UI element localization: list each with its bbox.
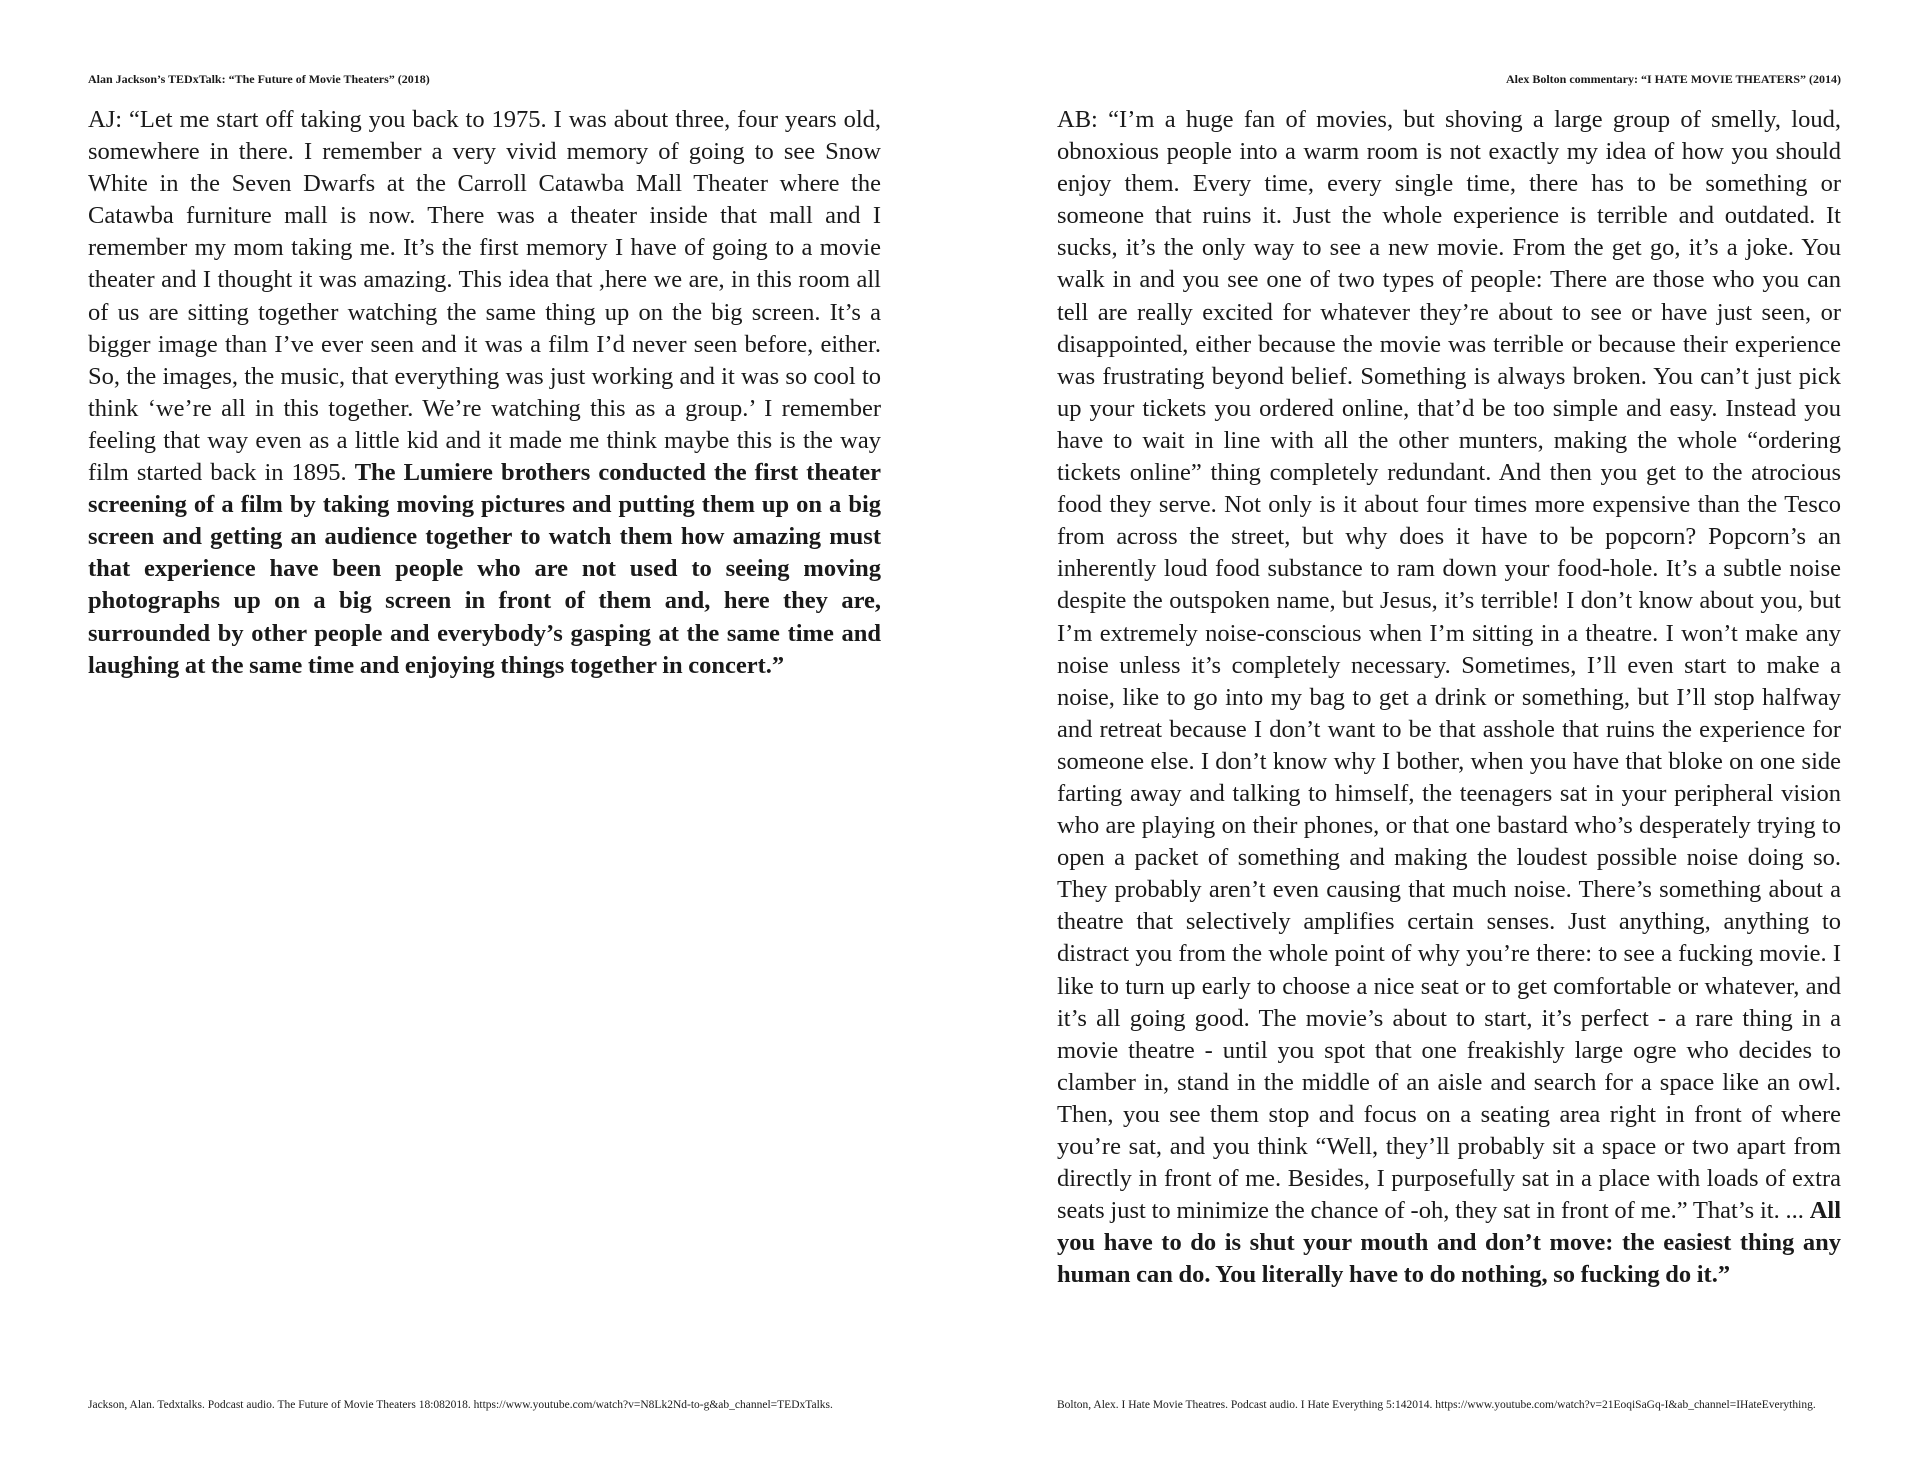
left-running-head: Alan Jackson’s TEDxTalk: “The Future of Movie Theaters” (2018) [88, 72, 430, 86]
left-footnote: Jackson, Alan. Tedxtalks. Podcast audio. The Future of Movie Theaters 18:082018. https://www.youtube.com/watch?v=N8Lk2Nd-to-g&ab_channel=TEDxTalks. [88, 1399, 833, 1411]
right-quote-regular-text: AB: “I’m a huge fan of movies, but shoving a large group of smelly, loud, obnoxious people into a warm room is not exactly my idea of how you should enjoy them. Every time, every single time, there has to be something or someone that ruins it. Just the whole experience is terrible and outdated. It sucks, it’s the only way to see a new movie. From the get go, it’s a joke. You walk in and you see one of two types of people: There are those who you can tell are really excited for whatever they’re about to see or have just seen, or disappointed, either because the movie was terrible or because their experience was frustrating beyond belief. Something is always broken. You can’t just pick up your tickets you ordered online, that’d be too simple and easy. Instead you have to wait in line with all the other munters, making the whole “ordering tickets online” thing completely redundant. And then you get to the atrocious food they serve. Not only is it about four times more expensive than the Tesco from across the street, but why does it have to be popcorn? Popcorn’s an inherently loud food substance to ram down your food-hole. It’s a subtle noise despite the outspoken name, but Jesus, it’s terrible! I don’t know about you, but I’m extremely noise-conscious when I’m sitting in a theatre. I won’t make any noise unless it’s completely necessary. Sometimes, I’ll even start to make a noise, like to go into my bag to get a drink or something, but I’ll stop halfway and retreat because I don’t want to be that asshole that ruins the experience for someone else. I don’t know why I bother, when you have that bloke on one side farting away and talking to himself, the teenagers sat in your peripheral vision who are playing on their phones, or that one bastard who’s desperately trying to open a packet of something and making the loudest possible noise doing so. They probably aren’t even causing that much noise. There’s something about a theatre that selectively amplifies certain senses. Just anything, anything to distract you from the whole point of why you’re there: to see a fucking movie. I like to turn up early to choose a nice seat or to get comfortable or whatever, and it’s all going good. The movie’s about to start, it’s perfect - a rare thing in a movie theatre - until you spot that one freakishly large ogre who decides to clamber in, stand in the middle of an aisle and search for a space like an owl. Then, you see them stop and focus on a seating area right in front of where you’re sat, and you think “Well, they’ll probably sit a space or two apart from directly in front of me. Besides, I purposefully sat in a place with loads of extra seats just to minimize the chance of -oh, they sat in front of me.” That’s it. ... [1057, 106, 1841, 1225]
left-page [88, 0, 881, 1484]
left-quote-bold-text: The Lumiere brothers conducted the first theater screening of a film by taking moving pictures and putting them up on a big screen and getting an audience together to watch them how amazing must that experience have been people who are not used to seeing moving photographs up on a big screen in front of them and, here they are, surrounded by other people and everybody’s gasping at the same time and laughing at the same time and enjoying things together in concert.” [88, 459, 881, 679]
left-quote-body [88, 104, 881, 682]
right-page [1057, 0, 1841, 1484]
left-quote-regular-text: AJ: “Let me start off taking you back to 1975. I was about three, four years old, somewhere in there. I remember a very vivid memory of going to see Snow White in the Seven Dwarfs at the Carroll Catawba Mall Theater where the Catawba furniture mall is now. There was a theater inside that mall and I remember my mom taking me. It’s the first memory I have of going to a movie theater and I thought it was amazing. This idea that ,here we are, in this room all of us are sitting together watching the same thing up on the big screen. It’s a bigger image than I’ve ever seen and it was a film I’d never seen before, either. So, the images, the music, that everything was just working and it was so cool to think ‘we’re all in this together. We’re watching this as a group.’ I remember feeling that way even as a little kid and it made me think maybe this is the way film started back in 1895. [88, 106, 881, 487]
right-running-head: Alex Bolton commentary: “I HATE MOVIE THEATERS” (2014) [1506, 72, 1841, 86]
right-quote-body [1057, 104, 1841, 1291]
right-quote-bold-text: All you have to do is shut your mouth and don’t move: the easiest thing any human can do. You literally have to do nothing, so fucking do it.” [1057, 1197, 1841, 1289]
right-footnote: Bolton, Alex. I Hate Movie Theatres. Podcast audio. I Hate Everything 5:142014. https://www.youtube.com/watch?v=21EoqiSaGq-I&ab_channel=IHateEverything. [1057, 1399, 1816, 1411]
